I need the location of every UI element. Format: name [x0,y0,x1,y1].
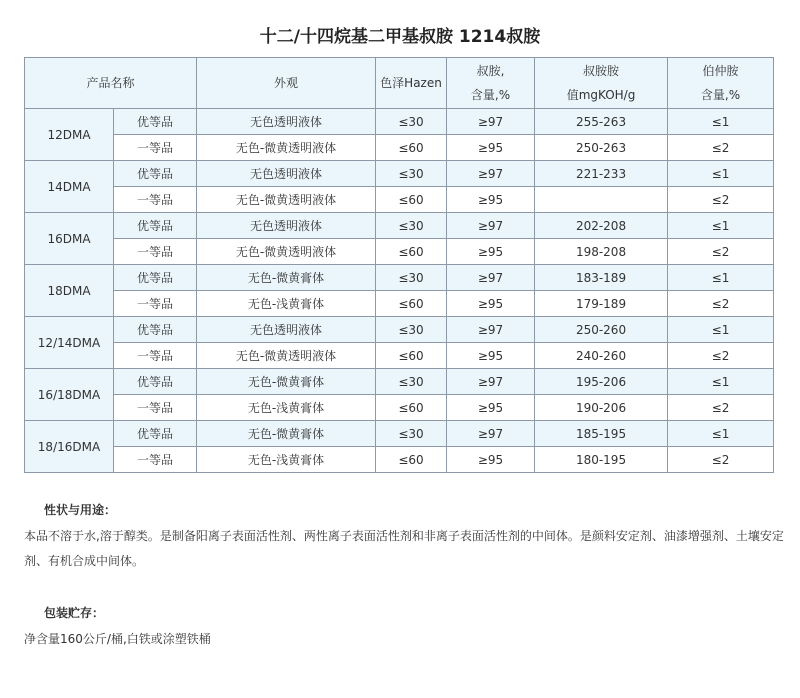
color-cell: ≤30 [376,213,447,239]
content-cell: ≥95 [447,343,535,369]
properties-label: 性状与用途： [44,503,117,517]
header-primary-secondary [668,58,774,109]
content-cell: ≥97 [447,161,535,187]
table-row [25,421,774,447]
amine-value-cell: 240-260 [535,343,668,369]
table-row [25,369,774,395]
amine-value-cell: 195-206 [535,369,668,395]
content-cell: ≥95 [447,447,535,473]
ps-cell: ≤2 [668,187,774,213]
table-row [25,265,774,291]
table-row [25,395,774,421]
content-cell: ≥95 [447,187,535,213]
ps-cell: ≤1 [668,213,774,239]
ps-cell: ≤1 [668,109,774,135]
amine-value-cell: 180-195 [535,447,668,473]
ps-cell: ≤2 [668,395,774,421]
product-name-cell: 12DMA [25,109,114,161]
color-cell: ≤60 [376,291,447,317]
table-row [25,343,774,369]
ps-cell: ≤1 [668,265,774,291]
spec-table [24,57,774,473]
table-row [25,161,774,187]
appearance-cell: 无色-微黄膏体 [197,421,376,447]
header-ps-line2: 含量,% [700,88,741,102]
grade-cell: 优等品 [114,161,197,187]
color-cell: ≤60 [376,187,447,213]
color-cell: ≤30 [376,317,447,343]
table-row [25,447,774,473]
table-row [25,109,774,135]
content-cell: ≥97 [447,421,535,447]
table-row [25,135,774,161]
grade-cell: 优等品 [114,265,197,291]
ps-cell: ≤2 [668,447,774,473]
color-cell: ≤60 [376,135,447,161]
grade-cell: 优等品 [114,213,197,239]
packaging-text: 净含量160公斤/桶,白铁或涂塑铁桶 [24,632,211,646]
header-color: 色泽Hazen [376,58,447,109]
ps-cell: ≤1 [668,161,774,187]
grade-cell: 优等品 [114,109,197,135]
color-cell: ≤60 [376,239,447,265]
amine-value-cell: 185-195 [535,421,668,447]
appearance-cell: 无色透明液体 [197,109,376,135]
grade-cell: 一等品 [114,291,197,317]
header-amine-line1: 叔胺胺 [583,64,620,78]
appearance-cell: 无色-微黄透明液体 [197,239,376,265]
amine-value-cell: 179-189 [535,291,668,317]
appearance-cell: 无色-微黄膏体 [197,265,376,291]
properties-text: 本品不溶于水,溶于醇类。是制备阳离子表面活性剂、两性离子表面活性剂和非离子表面活性剂的中间体。是颜料安定剂、油漆增强剂、土壤安定剂、有机合成中间体。 [24,529,784,568]
table-row [25,187,774,213]
grade-cell: 一等品 [114,239,197,265]
appearance-cell: 无色-微黄透明液体 [197,187,376,213]
header-tertiary-line1: 叔胺, [476,64,505,78]
amine-value-cell: 250-260 [535,317,668,343]
table-row [25,291,774,317]
ps-cell: ≤1 [668,369,774,395]
grade-cell: 优等品 [114,421,197,447]
table-row [25,239,774,265]
content-cell: ≥97 [447,369,535,395]
content-cell: ≥95 [447,291,535,317]
color-cell: ≤30 [376,369,447,395]
amine-value-cell: 183-189 [535,265,668,291]
grade-cell: 一等品 [114,343,197,369]
ps-cell: ≤2 [668,239,774,265]
amine-value-cell: 190-206 [535,395,668,421]
content-cell: ≥97 [447,265,535,291]
grade-cell: 优等品 [114,317,197,343]
header-appearance: 外观 [197,58,376,109]
grade-cell: 一等品 [114,135,197,161]
color-cell: ≤30 [376,161,447,187]
header-amine-line2: 值mgKOH/g [566,88,636,102]
product-name-cell: 18DMA [25,265,114,317]
table-row [25,213,774,239]
product-name-cell: 12/14DMA [25,317,114,369]
appearance-cell: 无色透明液体 [197,317,376,343]
color-cell: ≤30 [376,265,447,291]
amine-value-cell: 221-233 [535,161,668,187]
content-cell: ≥97 [447,109,535,135]
header-amine-value [535,58,668,109]
properties-section [24,500,784,574]
ps-cell: ≤1 [668,317,774,343]
table-header-row [25,58,774,109]
content-cell: ≥95 [447,135,535,161]
appearance-cell: 无色透明液体 [197,161,376,187]
appearance-cell: 无色-微黄膏体 [197,369,376,395]
header-ps-line1: 伯仲胺 [702,64,739,78]
amine-value-cell: 255-263 [535,109,668,135]
color-cell: ≤60 [376,395,447,421]
appearance-cell: 无色透明液体 [197,213,376,239]
header-product: 产品名称 [25,58,197,109]
grade-cell: 一等品 [114,187,197,213]
grade-cell: 一等品 [114,395,197,421]
ps-cell: ≤1 [668,421,774,447]
product-name-cell: 16/18DMA [25,369,114,421]
ps-cell: ≤2 [668,135,774,161]
amine-value-cell: 202-208 [535,213,668,239]
amine-value-cell: 198-208 [535,239,668,265]
product-name-cell: 18/16DMA [25,421,114,473]
content-cell: ≥97 [447,317,535,343]
appearance-cell: 无色-微黄透明液体 [197,343,376,369]
color-cell: ≤30 [376,421,447,447]
amine-value-cell: 250-263 [535,135,668,161]
color-cell: ≤60 [376,447,447,473]
ps-cell: ≤2 [668,343,774,369]
packaging-label: 包装贮存： [44,606,105,620]
appearance-cell: 无色-浅黄膏体 [197,395,376,421]
appearance-cell: 无色-微黄透明液体 [197,135,376,161]
color-cell: ≤60 [376,343,447,369]
header-tertiary-line2: 含量,% [470,88,511,102]
page-title: 十二/十四烷基二甲基叔胺 1214叔胺 [259,27,541,47]
table-row [25,317,774,343]
color-cell: ≤30 [376,109,447,135]
appearance-cell: 无色-浅黄膏体 [197,291,376,317]
content-cell: ≥95 [447,239,535,265]
ps-cell: ≤2 [668,291,774,317]
content-cell: ≥95 [447,395,535,421]
amine-value-cell [535,187,668,213]
packaging-section [24,603,784,652]
content-cell: ≥97 [447,213,535,239]
grade-cell: 优等品 [114,369,197,395]
header-tertiary-content [447,58,535,109]
product-name-cell: 14DMA [25,161,114,213]
appearance-cell: 无色-浅黄膏体 [197,447,376,473]
grade-cell: 一等品 [114,447,197,473]
product-name-cell: 16DMA [25,213,114,265]
